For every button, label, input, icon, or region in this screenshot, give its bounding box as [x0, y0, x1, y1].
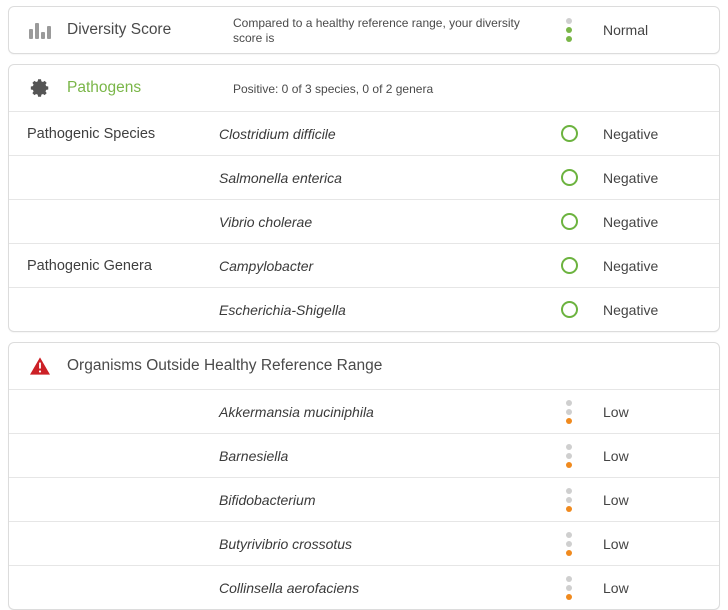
organism-name: Butyrivibrio crossotus: [219, 535, 353, 552]
status-indicator-dots: [539, 488, 599, 512]
table-row: [9, 477, 719, 521]
status-text: Negative: [603, 301, 659, 318]
status-indicator-dots: [539, 444, 599, 468]
diversity-score-indicator: [539, 18, 599, 42]
status-text: Low: [603, 579, 629, 596]
organism-name: Akkermansia muciniphila: [219, 403, 374, 420]
pathogens-header: [9, 65, 719, 111]
status-indicator-dots: [539, 400, 599, 424]
status-text: Negative: [603, 213, 659, 230]
organism-name: Salmonella enterica: [219, 169, 342, 186]
organism-name: Barnesiella: [219, 447, 289, 464]
status-text: Negative: [603, 125, 659, 142]
status-indicator-ring-icon: [539, 169, 599, 186]
diversity-score-title: Diversity Score: [67, 21, 172, 38]
status-text: Low: [603, 535, 629, 552]
group-label-pathogenic-species: Pathogenic Species: [27, 125, 156, 142]
warning-triangle-icon: [9, 356, 57, 376]
diversity-score-note: Compared to a healthy reference range, your diversity score is: [233, 16, 520, 45]
table-row: [9, 111, 719, 155]
pathogens-title: Pathogens: [67, 79, 142, 96]
status-text: Negative: [603, 169, 659, 186]
outside-reference-range-card: [8, 342, 720, 610]
organism-name: Collinsella aerofaciens: [219, 579, 360, 596]
table-row: [9, 389, 719, 433]
status-text: Low: [603, 447, 629, 464]
status-indicator-ring-icon: [539, 301, 599, 318]
table-row: [9, 287, 719, 331]
organism-name: Vibrio cholerae: [219, 213, 313, 230]
organism-name: Escherichia-Shigella: [219, 301, 346, 318]
table-row: [9, 243, 719, 287]
status-indicator-ring-icon: [539, 125, 599, 142]
status-indicator-ring-icon: [539, 213, 599, 230]
bar-chart-icon: [9, 21, 57, 39]
outside-reference-range-header: [9, 343, 719, 389]
group-label-pathogenic-genera: Pathogenic Genera: [27, 257, 152, 274]
status-indicator-dots: [539, 532, 599, 556]
diversity-score-header: [9, 7, 719, 53]
status-indicator-dots: [539, 576, 599, 600]
table-row: [9, 433, 719, 477]
table-row: [9, 521, 719, 565]
organism-name: Campylobacter: [219, 257, 314, 274]
organism-name: Clostridium difficile: [219, 125, 336, 142]
status-text: Low: [603, 491, 629, 508]
status-text: Low: [603, 403, 629, 420]
table-row: [9, 199, 719, 243]
gear-icon: [9, 77, 57, 99]
organism-name: Bifidobacterium: [219, 491, 316, 508]
status-indicator-ring-icon: [539, 257, 599, 274]
table-row: [9, 155, 719, 199]
diversity-score-status: Normal: [603, 22, 649, 38]
status-text: Negative: [603, 257, 659, 274]
pathogens-note: Positive: 0 of 3 species, 0 of 2 genera: [233, 81, 434, 96]
outside-reference-range-title: Organisms Outside Healthy Reference Range: [67, 357, 383, 374]
pathogens-card: [8, 64, 720, 332]
diversity-score-card: [8, 6, 720, 54]
table-row: [9, 565, 719, 609]
